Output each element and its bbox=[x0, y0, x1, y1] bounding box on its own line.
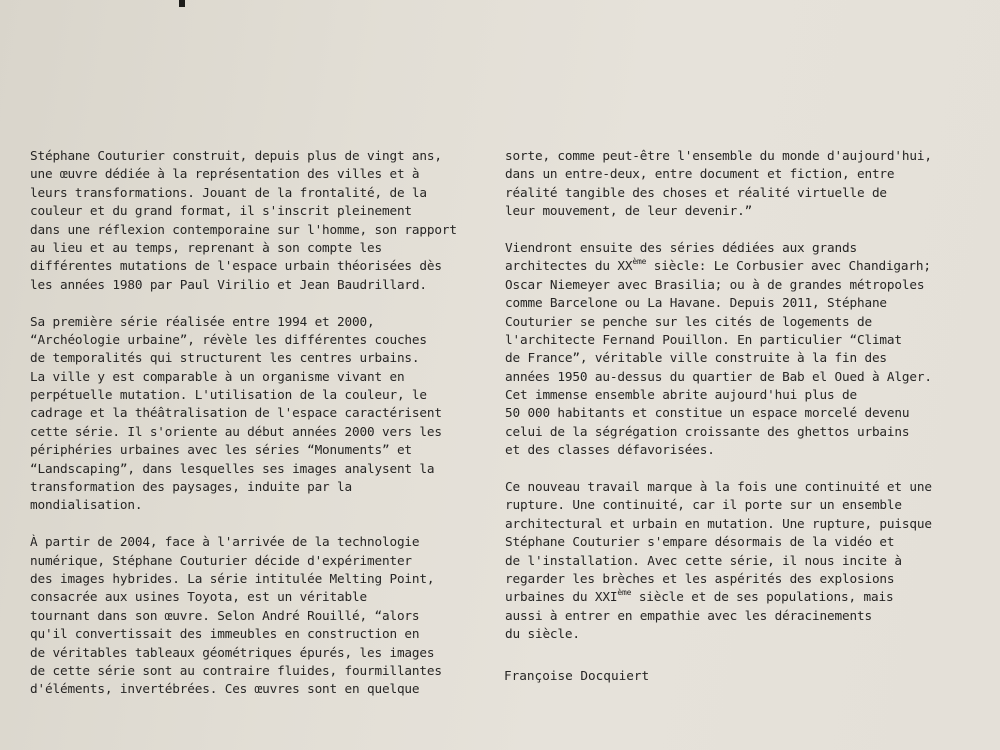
text-line: comme Barcelone ou La Havane. Depuis 2011, Stéphane bbox=[505, 295, 887, 311]
text-line bbox=[505, 257, 965, 275]
text-line: 50 000 habitants et constitue un espace morcelé devenu bbox=[505, 405, 910, 421]
text-line: différentes mutations de l'espace urbain théorisées dès bbox=[30, 258, 442, 274]
text-line: Oscar Niemeyer avec Brasilia; ou à de grandes métropoles bbox=[505, 276, 925, 292]
text-line: leurs transformations. Jouant de la frontalité, de la bbox=[30, 184, 427, 200]
text-segment: siècle: Le Corbusier avec Chandigarh; bbox=[646, 258, 931, 274]
text-line: transformation des paysages, induite par la bbox=[30, 479, 353, 495]
paragraph bbox=[505, 478, 965, 644]
text-line: de France”, véritable ville construite à la fin des bbox=[505, 350, 887, 366]
text-line: Couturier se penche sur les cités de logements de bbox=[505, 313, 872, 329]
superscript: ème bbox=[617, 588, 632, 598]
text-line: cette série. Il s'oriente au début années 2000 vers les bbox=[30, 423, 442, 439]
text-line: réalité tangible des choses et réalité virtuelle de bbox=[505, 184, 887, 200]
text-line: À partir de 2004, face à l'arrivée de la technologie bbox=[30, 534, 420, 550]
text-line: les années 1980 par Paul Virilio et Jean Baudrillard. bbox=[30, 276, 427, 292]
text-line: “Landscaping”, dans lesquelles ses images analysent la bbox=[30, 460, 435, 476]
text-line: dans une réflexion contemporaine sur l'homme, son rapport bbox=[30, 221, 457, 237]
paragraph bbox=[30, 533, 480, 699]
author-signature: Françoise Docquiert bbox=[504, 668, 650, 683]
text-segment: architectes du XX bbox=[505, 258, 633, 274]
top-edge-mark bbox=[179, 0, 185, 7]
text-line: aussi à entrer en empathie avec les déracinements bbox=[505, 607, 872, 623]
text-line: mondialisation. bbox=[30, 497, 143, 513]
paragraph bbox=[505, 239, 965, 460]
text-line: du siècle. bbox=[505, 626, 580, 642]
text-line: Ce nouveau travail marque à la fois une continuité et une bbox=[505, 479, 932, 495]
paragraph bbox=[505, 147, 965, 221]
text-line: celui de la ségrégation croissante des ghettos urbains bbox=[505, 423, 910, 439]
text-line: de cette série sont au contraire fluides, fourmillantes bbox=[30, 662, 442, 678]
text-line: tournant dans son œuvre. Selon André Rouillé, “alors bbox=[30, 607, 420, 623]
text-line: La ville y est comparable à un organisme vivant en bbox=[30, 368, 405, 384]
text-line: sorte, comme peut-être l'ensemble du monde d'aujourd'hui, bbox=[505, 148, 932, 163]
text-column-left bbox=[30, 147, 480, 717]
text-line: Stéphane Couturier construit, depuis plus de vingt ans, bbox=[30, 148, 442, 163]
text-line: perpétuelle mutation. L'utilisation de la couleur, le bbox=[30, 387, 427, 403]
text-line: Sa première série réalisée entre 1994 et 2000, bbox=[30, 313, 375, 329]
text-segment: siècle et de ses populations, mais bbox=[631, 589, 894, 605]
text-line: et des classes défavorisées. bbox=[505, 442, 715, 458]
text-line: au lieu et au temps, reprenant à son compte les bbox=[30, 239, 382, 255]
text-line: dans un entre-deux, entre document et fiction, entre bbox=[505, 166, 895, 182]
paragraph bbox=[30, 313, 480, 515]
text-line: Stéphane Couturier s'empare désormais de la vidéo et bbox=[505, 534, 895, 550]
text-line: années 1950 au-dessus du quartier de Bab el Oued à Alger. bbox=[505, 368, 932, 384]
text-line: de l'installation. Avec cette série, il nous incite à bbox=[505, 552, 902, 568]
text-line: consacrée aux usines Toyota, est un véritable bbox=[30, 589, 367, 605]
text-line: Viendront ensuite des séries dédiées aux grands bbox=[505, 239, 857, 255]
text-line: qu'il convertissait des immeubles en construction en bbox=[30, 626, 420, 642]
paragraph bbox=[30, 147, 480, 294]
text-line: Cet immense ensemble abrite aujourd'hui plus de bbox=[505, 387, 857, 403]
text-line bbox=[505, 588, 965, 606]
text-line: leur mouvement, de leur devenir.” bbox=[505, 203, 753, 219]
text-line: rupture. Une continuité, car il porte sur un ensemble bbox=[505, 497, 902, 513]
text-line: périphéries urbaines avec les séries “Monuments” et bbox=[30, 442, 412, 458]
text-segment: urbaines du XXI bbox=[505, 589, 618, 605]
superscript: ème bbox=[632, 257, 647, 267]
text-line: l'architecte Fernand Pouillon. En particulier “Climat bbox=[505, 331, 902, 347]
text-line: de véritables tableaux géométriques épurés, les images bbox=[30, 644, 435, 660]
text-line: architectural et urbain en mutation. Une rupture, puisque bbox=[505, 515, 932, 531]
text-line: numérique, Stéphane Couturier décide d'expérimenter bbox=[30, 552, 412, 568]
text-line: regarder les brèches et les aspérités des explosions bbox=[505, 570, 895, 586]
text-line: “Archéologie urbaine”, révèle les différentes couches bbox=[30, 331, 427, 347]
text-line: une œuvre dédiée à la représentation des villes et à bbox=[30, 166, 420, 182]
text-line: de temporalités qui structurent les centres urbains. bbox=[30, 350, 420, 366]
text-line: des images hybrides. La série intitulée Melting Point, bbox=[30, 570, 435, 586]
text-line: d'éléments, invertébrées. Ces œuvres sont en quelque bbox=[30, 681, 420, 697]
text-line: couleur et du grand format, il s'inscrit pleinement bbox=[30, 203, 412, 219]
text-column-right bbox=[505, 147, 965, 662]
text-line: cadrage et la théâtralisation de l'espace caractérisent bbox=[30, 405, 442, 421]
